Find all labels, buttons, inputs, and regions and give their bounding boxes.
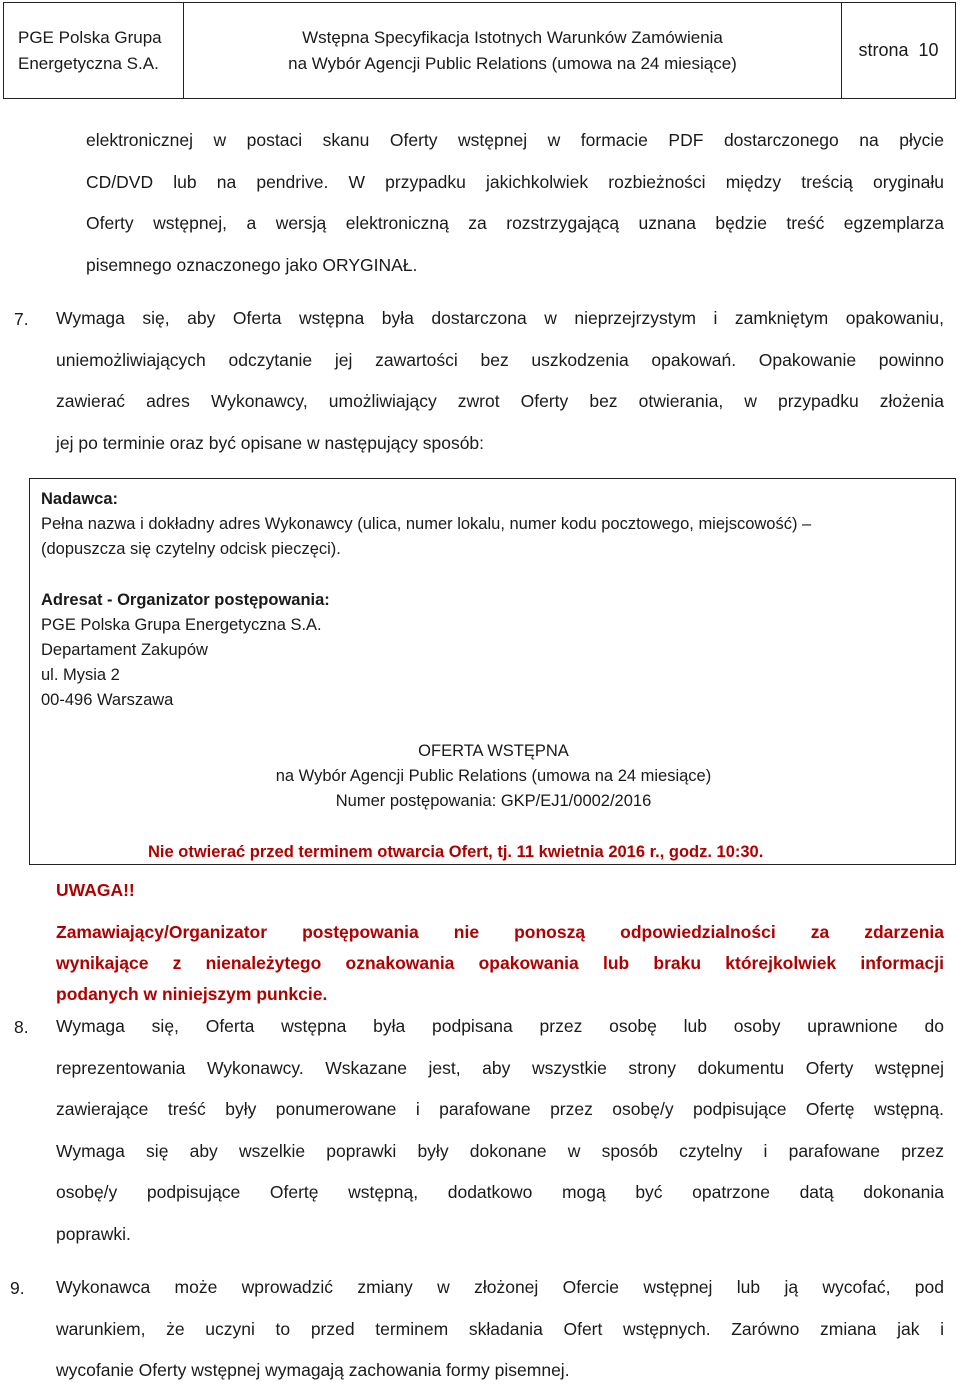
- header-title-line1: Wstępna Specyfikacja Istotnych Warunków Zamówienia: [302, 27, 723, 47]
- header-page-number: [842, 3, 955, 98]
- item-9-line: wycofanie Oferty wstępnej wymagają zachowania formy pisemnej.: [56, 1360, 570, 1380]
- warning-label: UWAGA!!: [56, 880, 135, 900]
- item-9-line: Wykonawca może wprowadzić zmiany w złożonej Ofercie wstępnej lub ją wycofać, pod: [56, 1277, 944, 1297]
- item-7-line: Wymaga się, aby Oferta wstępna była dostarczona w nieprzejrzystym i zamkniętym opakowaniu,: [56, 308, 944, 328]
- offer-number: Numer postępowania: GKP/EJ1/0002/2016: [335, 792, 652, 810]
- intro-line: Oferty wstępnej, a wersją elektroniczną za rozstrzygającą uznana będzie treść egzemplarza: [86, 213, 944, 233]
- header-document-title: [184, 3, 842, 98]
- sender-line: Pełna nazwa i dokładny adres Wykonawcy (ulica, numer lokalu, numer kodu pocztowego, miejscowość) –: [41, 515, 812, 533]
- sender-label: Nadawca:: [41, 490, 119, 508]
- offer-title: OFERTA WSTĘPNA: [418, 742, 569, 760]
- page-number-label: strona 10: [858, 40, 939, 60]
- header-company: [4, 3, 184, 98]
- sender-line: (dopuszcza się czytelny odcisk pieczęci).: [41, 540, 341, 558]
- item-8-line: osobę/y podpisujące Ofertę wstępną, dodatkowo mogą być opatrzone datą dokonania: [56, 1182, 944, 1202]
- warning-paragraph: [56, 917, 944, 1010]
- item-8-line: zawierające treść były ponumerowane i parafowane przez osobę/y podpisujące Ofertę wstępną.: [56, 1099, 944, 1119]
- item-7-line: zawierać adres Wykonawcy, umożliwiający zwrot Oferty bez otwierania, w przypadku złożenia: [56, 391, 944, 411]
- item-8-paragraph: [56, 1006, 944, 1255]
- item-9-paragraph: [56, 1267, 944, 1392]
- item-8-line: Wymaga się aby wszelkie poprawki były dokonane w sposób czytelny i parafowane przez: [56, 1140, 944, 1161]
- item-8-line: Wymaga się, Oferta wstępna była podpisana przez osobę lub osoby uprawnione do: [56, 1016, 944, 1036]
- addressee-line: PGE Polska Grupa Energetyczna S.A.: [41, 616, 322, 634]
- item-8-number: 8.: [14, 1017, 29, 1037]
- item-7-number: 7.: [14, 309, 29, 329]
- item-9-line: warunkiem, że uczyni to przed terminem składania Ofert wstępnych. Zarówno zmiana jak i: [56, 1318, 944, 1339]
- addressee-line: Departament Zakupów: [41, 641, 208, 659]
- envelope-label-box: [29, 478, 956, 865]
- offer-subtitle: na Wybór Agencji Public Relations (umowa na 24 miesiące): [275, 767, 712, 785]
- item-7-line: uniemożliwiających odczytanie jej zawartości bez uszkodzenia opakowań. Opakowanie powinno: [56, 349, 944, 370]
- warning-line: podanych w niniejszym punkcie.: [56, 984, 328, 1004]
- item-8-line: poprawki.: [56, 1223, 131, 1244]
- page-header: [3, 2, 956, 99]
- intro-line: elektronicznej w postaci skanu Oferty wstępnej w formacie PDF dostarczonego na płycie: [86, 130, 944, 150]
- header-company-line2: Energetyczna S.A.: [18, 53, 159, 73]
- item-8-line: reprezentowania Wykonawcy. Wskazane jest, aby wszystkie strony dokumentu Oferty wstępnej: [56, 1057, 944, 1078]
- item-7-line: jej po terminie oraz być opisane w następujący sposób:: [56, 432, 485, 453]
- item-9-number: 9.: [10, 1278, 25, 1298]
- warning-line: wynikające z nienależytego oznakowania opakowania lub braku którejkolwiek informacji: [56, 953, 944, 973]
- intro-paragraph: [86, 120, 944, 286]
- do-not-open-notice: Nie otwierać przed terminem otwarcia Ofert, tj. 11 kwietnia 2016 r., godz. 10:30.: [148, 843, 764, 861]
- intro-line: CD/DVD lub na pendrive. W przypadku jakichkolwiek rozbieżności między treścią oryginału: [86, 171, 944, 192]
- addressee-line: 00-496 Warszawa: [41, 691, 174, 709]
- addressee-line: ul. Mysia 2: [41, 666, 120, 684]
- warning-line: Zamawiający/Organizator postępowania nie ponoszą odpowiedzialności za zdarzenia: [56, 922, 944, 942]
- intro-line: pisemnego oznaczonego jako ORYGINAŁ.: [86, 254, 418, 275]
- header-title-line2: na Wybór Agencji Public Relations (umowa na 24 miesiące): [288, 53, 737, 73]
- addressee-label: Adresat - Organizator postępowania:: [41, 591, 330, 609]
- item-7-paragraph: [56, 298, 944, 464]
- header-company-line1: PGE Polska Grupa: [18, 27, 162, 47]
